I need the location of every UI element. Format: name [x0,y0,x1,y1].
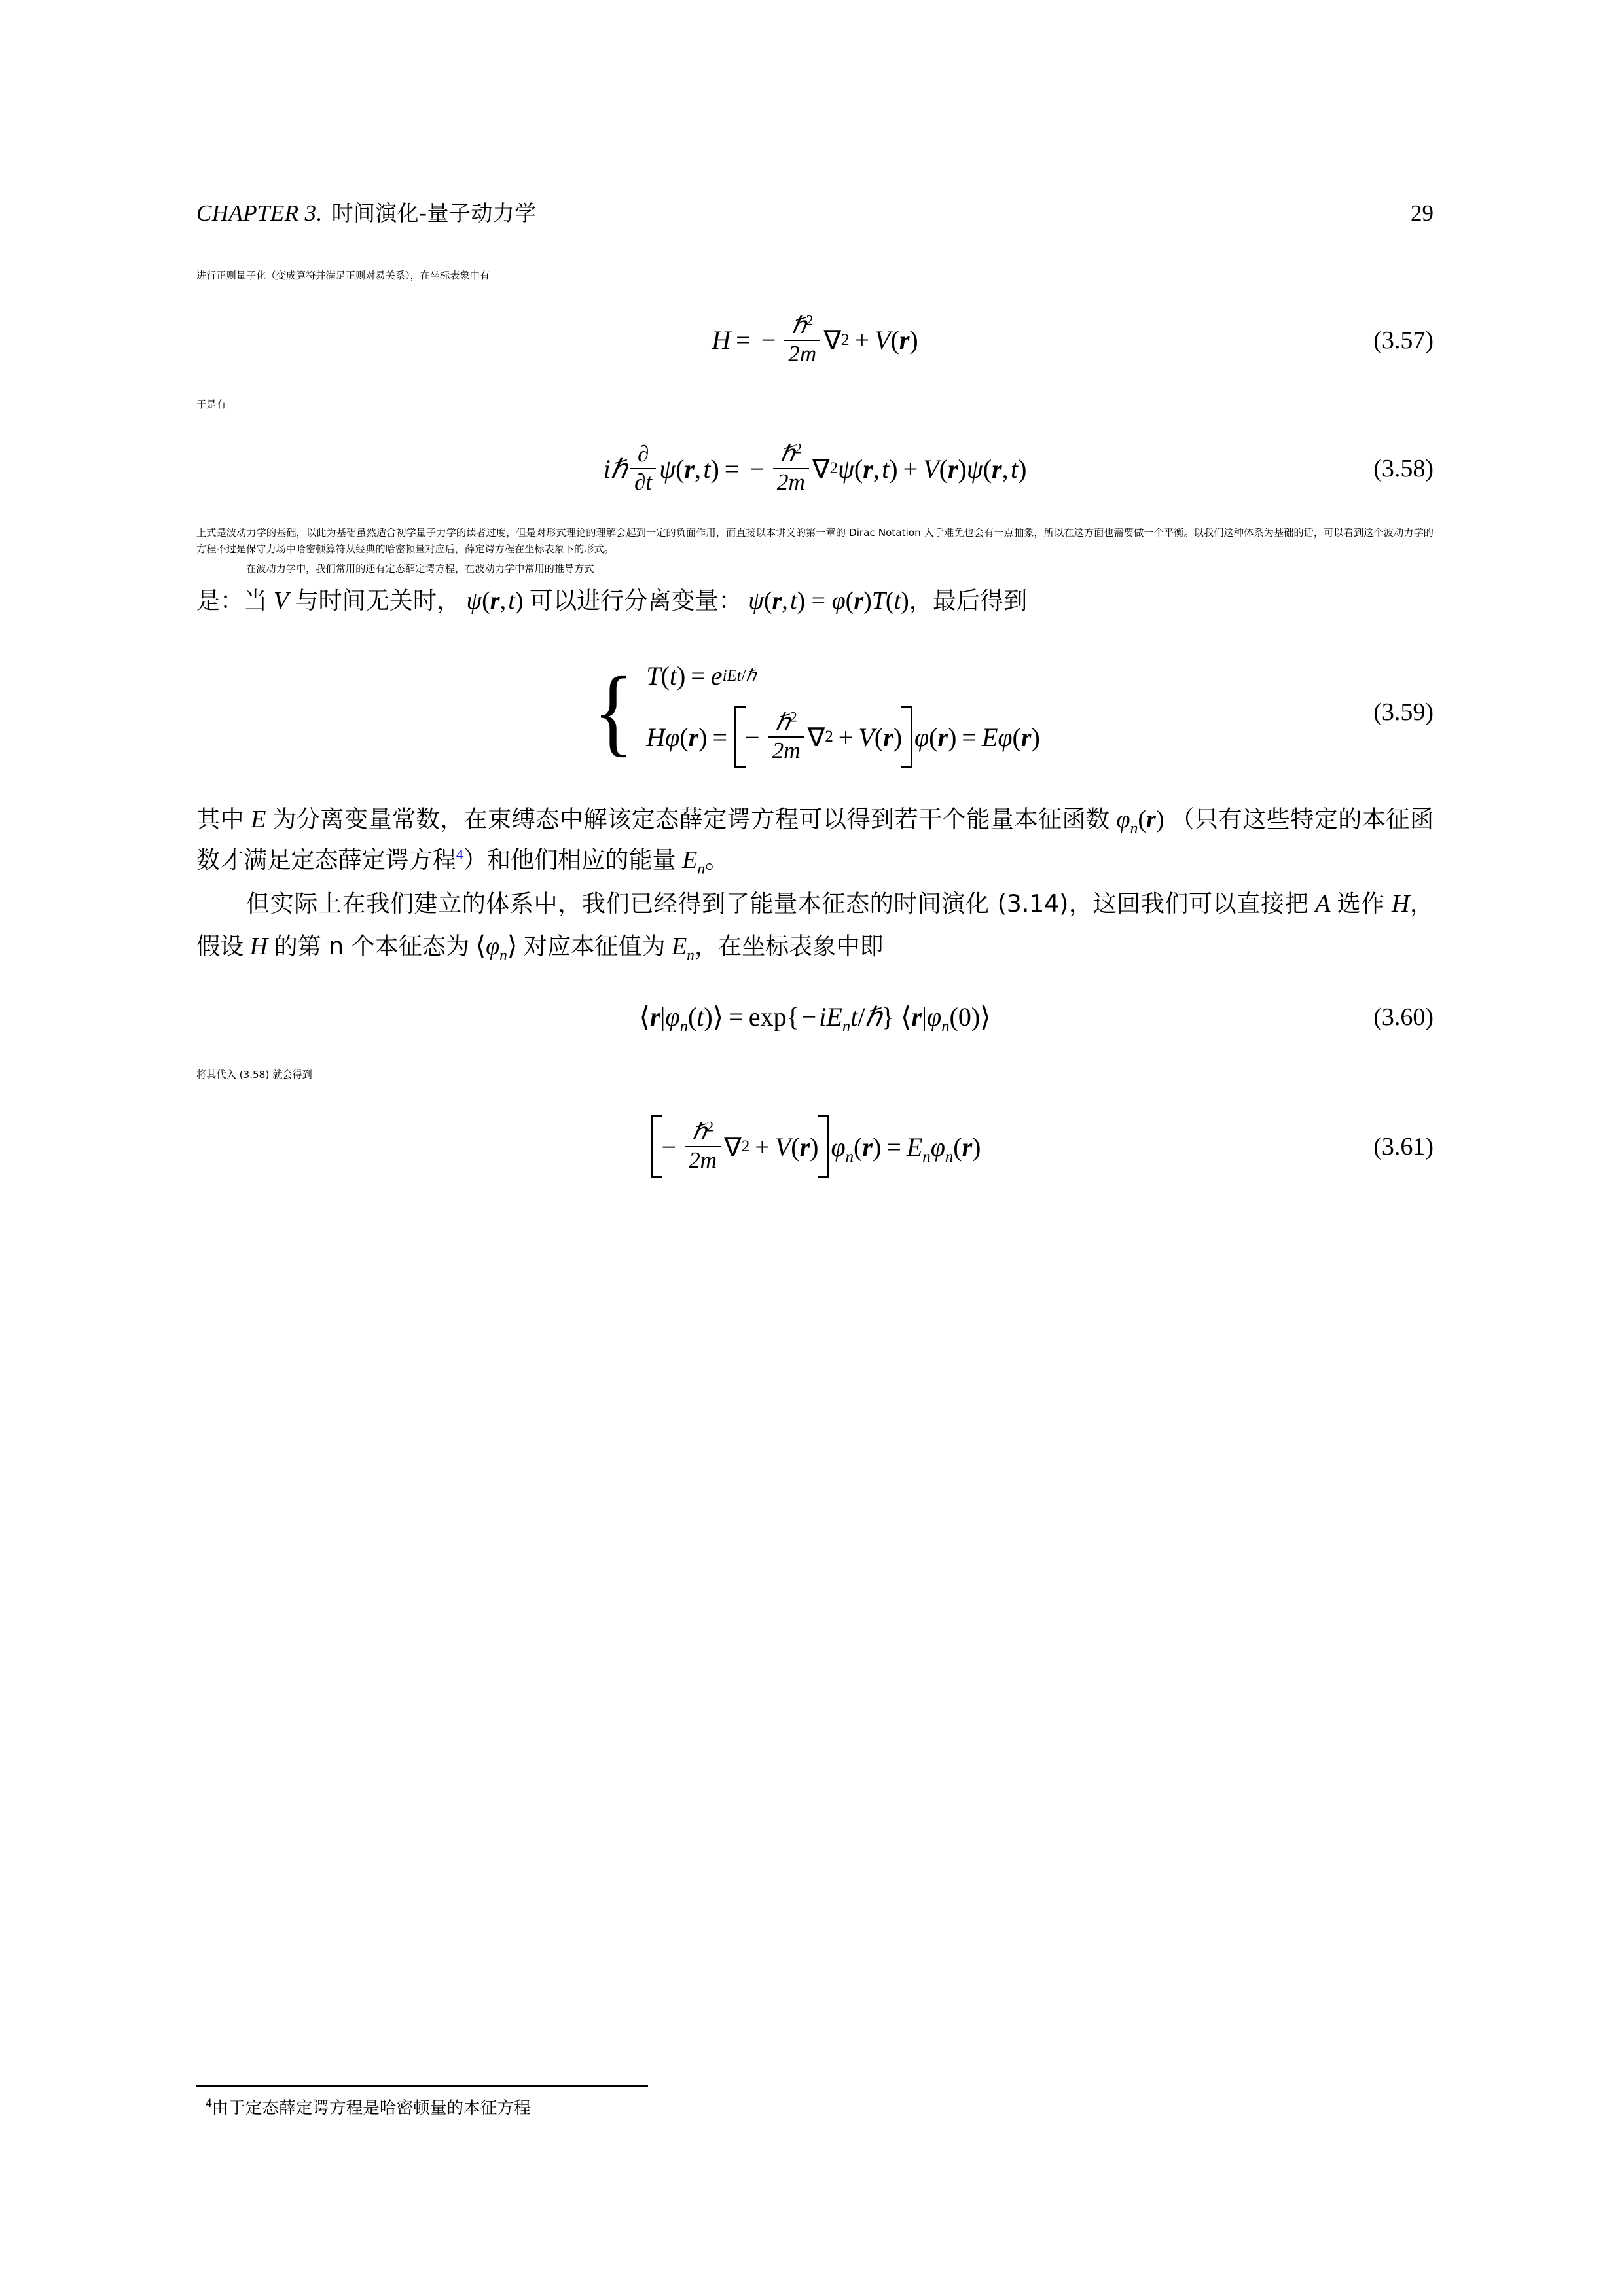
evo-text-d: 的第 n 个本征态为 [274,933,469,961]
equation-3-57-block [196,314,1434,367]
equation-number-3-57: (3.57) [1373,326,1434,354]
equation-3-59-block [196,657,1434,766]
equation-3-58-block [196,442,1434,495]
sep-text-d: ，最后得到 [909,586,1028,615]
equation-3-59-line-2: Hφ ( r ) = − $\frac{\hbar^2}{2m}$ ∇ 2 + V ( r ) φ ( r ) = Eφ ( r ) [646,709,1040,764]
page-content [196,196,1434,1203]
evo-text-f: ，在坐标表象中即 [694,933,884,961]
paragraph-stationary-intro: 在波动力学中，我们常用的还有定态薛定谔方程，在波动力学中常用的推导方式 [246,563,594,575]
running-head-chapter: CHAPTER 3. [196,200,323,226]
footnote-reference-4[interactable]: 4 [456,846,463,863]
equation-number-3-60: (3.60) [1373,1003,1434,1031]
footnote-marker: 4 [206,2096,212,2110]
evo-text-a: 但实际上在我们建立的体系中，我们已经得到了能量本征态的时间演化 (3.14)，这回我们可以直接把 [246,890,1309,918]
paragraph-separation-of-variables: 是：当 V 与时间无关时， ψ(r, t) 可以进行分离变量： ψ(r, t) = φ(r)T(t)，最后得到 [196,586,1028,615]
equation-3-58: iℏ $\frac{\partial}{\partial t}$ ψ ( r , t ) = − $\frac{\hbar^2}{2m}$ ∇ 2 ψ ( r , t ) + V ( r ) ψ ( r , t ) [603,440,1027,495]
footnote-area [196,2085,1434,2121]
fraction-partial-t: $\frac{\partial}{\partial t}$ [630,442,656,495]
equation-3-61: − $\frac{\hbar^2}{2m}$ ∇ 2 + V ( r ) $\varphi_n$ ( r ) = $E_n\varphi_n$ ( r ) [649,1121,981,1173]
sep-text-c: 可以进行分离变量： [530,586,742,615]
paragraph-energy-eigenstate-evolution: 但实际上在我们建立的体系中，我们已经得到了能量本征态的时间演化 (3.14)，这回我们可以直接把 A 选作 H，假设 H 的第 n 个本征态为 $⟨\varphi_n⟩$ 对应本征值为 $E_n$，在坐标表象中即 [196,890,1434,964]
footnote-rule [196,2085,648,2087]
eig-text-e: 。 [705,846,729,874]
footnote-text: 由于定态薛定谔方程是哈密顿量的本征方程 [211,2098,531,2118]
left-brace-glyph: { [593,657,634,766]
eig-text-a: 其中 [196,806,245,834]
equation-3-60-block [196,997,1434,1037]
footnote-1 [196,2096,1434,2121]
evo-text-c: ，假设 [196,890,1434,961]
evo-text-e: 对应本征值为 [523,933,666,961]
paragraph-wave-mechanics-basis: 上式是波动力学的基础，以此为基础虽然适合初学量子力学的读者过度，但是对形式理论的理解会起到一定的负面作用，而直接以本讲义的第一章的 Dirac Notation 入手难免也会有一点抽象，所以在这方面也需要做一个平衡。以我们这种体系为基础的话，可以看到这个波动力学的方程不过是保守力场中哈密顿算符从经典的哈密顿量对应后，薛定谔方程在坐标表象下的形式。 [196,527,1434,555]
paragraph-thus: 于是有 [196,398,226,410]
evo-text-b: 选作 [1337,890,1385,918]
equation-number-3-58: (3.58) [1373,455,1434,483]
running-head-left [196,196,537,227]
paragraph-substitute: 将其代入 (3.58) 就会得到 [196,1068,312,1081]
bracket-hamiltonian-n: − $\frac{\hbar^2}{2m}$ ∇ 2 + V ( r ) [651,1121,829,1173]
equation-3-61-block [196,1121,1434,1173]
equation-number-3-59: (3.59) [1373,698,1434,726]
equation-3-60: ⟨ r | $\varphi_n$ ( t ) ⟩ = exp { − $iE_nt$ / ℏ } ⟨ r | $\varphi_n$ (0) ⟩ [639,1002,991,1036]
running-head-title: 时间演化-量子动力学 [331,200,537,226]
eig-text-b: 为分离变量常数，在束缚态中解该定态薛定谔方程可以得到若干个能量本征函数 [272,806,1110,834]
paragraph-canonical-quantization: 进行正则量子化（变成算符并满足正则对易关系），在坐标表象中有 [196,270,490,281]
sep-text-b: 与时间无关时， [295,586,461,615]
bracket-hamiltonian: − $\frac{\hbar^2}{2m}$ ∇ 2 + V ( r ) [734,711,912,763]
equation-3-59-line-1: T ( t ) = e iEt/ℏ [646,661,757,691]
sep-text-a: 是：当 [196,586,268,615]
running-head [196,196,1434,227]
eig-text-d: ）和他们相应的能量 [463,846,676,874]
equation-number-3-61: (3.61) [1373,1133,1434,1161]
equation-3-57: H = − $\frac{\hbar^2}{2m}$ ∇ 2 + V ( r ) [712,312,918,367]
eig-text-c: （只有这些特定的本征函数才满足定态薛定谔方程 [196,806,1434,874]
fraction-hbar2-2m: $\frac{\hbar^2}{2m}$ [784,314,820,367]
paragraph-eigenfunctions: 其中 E 为分离变量常数，在束缚态中解该定态薛定谔方程可以得到若干个能量本征函数 $\varphi_n(r)$ （只有这些特定的本征函数才满足定态薛定谔方程$^4$）和他们相应的能量 $E_n$。 [196,806,1434,878]
equation-3-59 [590,657,1040,766]
page-number: 29 [1411,200,1434,226]
fraction-hbar2-2m-b: $\frac{\hbar^2}{2m}$ [773,442,809,495]
